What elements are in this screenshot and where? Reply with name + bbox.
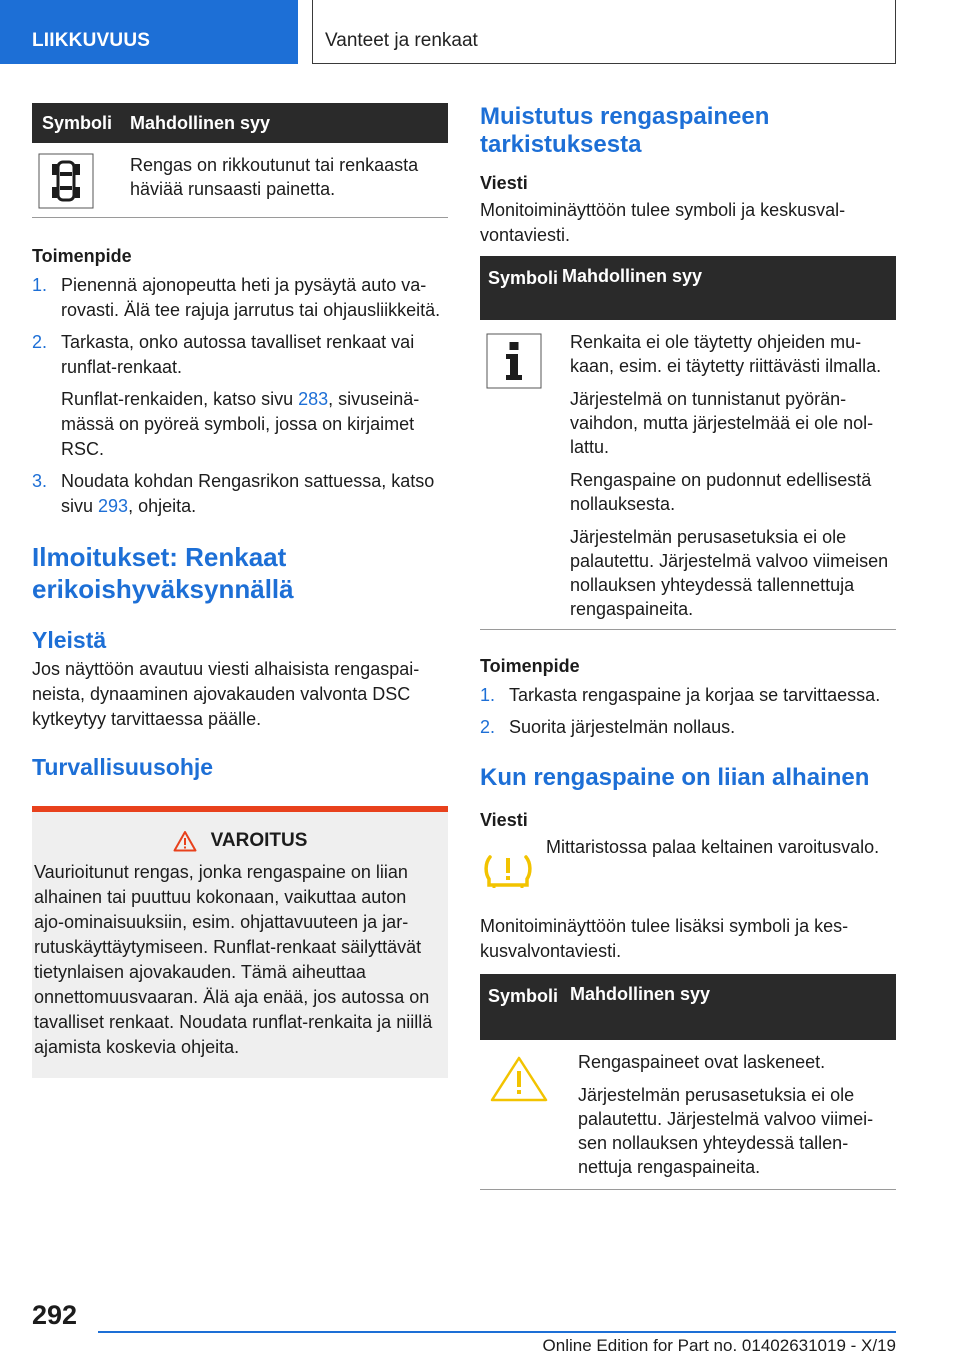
message-label: Viesti <box>480 173 528 193</box>
warning-triangle-icon <box>173 830 197 852</box>
warning-title-row <box>32 830 438 852</box>
left-column <box>32 103 448 1078</box>
step-item <box>32 273 448 323</box>
step-number: 3. <box>32 471 48 491</box>
action-steps <box>32 273 448 519</box>
table-cell-cause <box>570 330 896 621</box>
subsection-heading-general: Yleistä <box>32 627 107 653</box>
step-text: Tarkasta rengaspaine ja korjaa se tarvittaessa. <box>509 685 881 705</box>
action-label: Toimenpide <box>32 246 132 266</box>
step-number <box>32 387 61 462</box>
footer-edition: Online Edition for Part no. 01402631019 - X/19 <box>542 1336 896 1355</box>
warning-title: VAROITUS <box>210 830 308 851</box>
table-header-cause: Mahdollinen syy <box>570 984 711 1004</box>
footer-divider <box>98 1331 896 1333</box>
table-cell-symbol <box>480 330 570 621</box>
step-item <box>480 683 896 708</box>
cause-text: Rengaspaine on pudonnut edellisestä nollauksesta. <box>570 470 872 514</box>
cause-text: Järjestelmä on tunnistanut pyöränvaihdon, mutta järjestelmää ei ole nollattu. <box>570 389 874 457</box>
indicator-row <box>480 835 896 894</box>
cause-text: Järjestelmän perusasetuksia ei ole palautettu. Järjestelmä valvoo viimeisen nollauksen yhteydessä tallennettuja rengaspaineita. <box>578 1085 874 1177</box>
cause-text: Rengaspaineet ovat laskeneet. <box>578 1052 826 1072</box>
table-header-cause: Mahdollinen syy <box>562 266 703 286</box>
subsection-heading-safety: Turvallisuusohje <box>32 754 214 780</box>
step-text-part: , sivuseinämässä on pyöreä symboli, jossa on kirjaimet RSC. <box>61 389 420 459</box>
indicator-symbol <box>480 835 546 894</box>
info-icon <box>486 333 542 389</box>
action-steps <box>480 683 896 740</box>
step-item <box>480 715 896 740</box>
message-label: Viesti <box>480 810 528 830</box>
table-row <box>32 143 448 218</box>
warning-box <box>32 806 448 1078</box>
step-number: 1. <box>480 685 496 705</box>
header-section-tab <box>0 0 298 64</box>
table-header <box>32 103 448 143</box>
page-link[interactable]: 283 <box>298 389 329 409</box>
step-number: 2. <box>32 332 48 352</box>
warning-body <box>32 812 448 1078</box>
table-cell-cause <box>130 153 448 217</box>
page-link[interactable]: 293 <box>98 496 129 516</box>
general-text: Jos näyttöön avautuu viesti alhaisista rengaspaineista, dynaaminen ajovakauden valvonta DSC kytkeytyy tarvittaessa päälle. <box>32 659 420 729</box>
section-heading: Ilmoitukset: Renkaat erikoishyväksynnällä <box>32 542 294 604</box>
table-header-symbol: Symboli <box>488 986 559 1006</box>
symbol-table-flat-tire <box>32 103 448 218</box>
table-row <box>480 1040 896 1190</box>
step-text <box>61 469 448 519</box>
header-section-title: LIIKKUVUUS <box>32 30 151 51</box>
step-item <box>32 330 448 380</box>
cause-text: Renkaita ei ole täytetty ohjeiden mukaan, esim. ei täytetty riittävästi ilmalla. <box>570 332 882 376</box>
section-heading-reminder: Muistutus rengaspaineen tarkistuksesta <box>480 103 770 158</box>
step-note <box>32 387 448 462</box>
step-text-part: , ohjeita. <box>128 496 197 516</box>
step-text: Pienennä ajonopeutta heti ja pysäytä auto varovasti. Älä tee rajuja jarrutus tai ohjausliikkeitä. <box>61 275 441 320</box>
step-number: 1. <box>32 275 48 295</box>
action-label: Toimenpide <box>480 656 580 676</box>
symbol-table-reminder <box>480 256 896 630</box>
table-header-symbol: Symboli <box>488 268 559 288</box>
table-cell-cause <box>578 1050 896 1179</box>
step-number: 2. <box>480 717 496 737</box>
warning-triangle-icon <box>488 1054 550 1104</box>
cause-text: Järjestelmän perusasetuksia ei ole palautettu. Järjestelmä valvoo viimeisen nollauksen yhteydessä tallennettuja rengaspaineita. <box>570 527 889 619</box>
step-text-part: Runflat-renkaiden, katso sivu <box>61 389 299 409</box>
symbol-table-low-pressure <box>480 974 896 1190</box>
right-column <box>480 103 896 1190</box>
step-item <box>32 469 448 519</box>
header-chapter-tab <box>312 0 896 64</box>
step-text: Tarkasta, onko autossa tavalliset renkaat vai runflat-renkaat. <box>61 332 415 377</box>
message-text: Monitoiminäyttöön tulee symboli ja keskusvalvontaviesti. <box>480 200 846 245</box>
car-tires-icon <box>38 153 94 209</box>
table-header <box>480 256 896 320</box>
step-text: Suorita järjestelmän nollaus. <box>509 717 736 737</box>
section-heading-low-pressure: Kun rengaspaine on liian alhainen <box>480 764 870 791</box>
page-number: 292 <box>32 1300 78 1330</box>
table-header-symbol: Symboli <box>42 112 113 133</box>
table-row <box>480 320 896 630</box>
table-header-cause: Mahdollinen syy <box>130 112 271 133</box>
step-text <box>61 387 448 462</box>
message-text: Monitoiminäyttöön tulee lisäksi symboli ja keskusvalvontaviesti. <box>480 916 849 961</box>
table-header <box>480 974 896 1040</box>
table-cell-symbol <box>480 1050 578 1179</box>
header-chapter-title: Vanteet ja renkaat <box>325 30 478 51</box>
warning-text: Vaurioitunut rengas, jonka rengaspaine on liian alhainen tai puuttuu kokonaan, vaikuttaa auton ajo-ominaisuuksiin, esim. ohjattavuuteen ja jarrutuskäyttäytymiseen. Runflat-renkaat säilyttävät tietynlaisen ajovakauden. Tämä aiheuttaa onnettomuusvaaran. Älä aja enää, jos autossa on tavalliset renkaat. Noudata runflat-renkaita ja niillä ajamista koskevia ohjeita. <box>34 862 433 1057</box>
tire-pressure-warning-icon <box>480 849 536 889</box>
cause-text: Rengas on rikkoutunut tai renkaasta häviää runsaasti painetta. <box>130 155 419 199</box>
table-cell-symbol <box>32 153 130 217</box>
indicator-text: Mittaristossa palaa keltainen varoitusvalo. <box>546 837 880 857</box>
step-text-part: Noudata kohdan Rengasrikon sattuessa, katso sivu <box>61 471 435 516</box>
